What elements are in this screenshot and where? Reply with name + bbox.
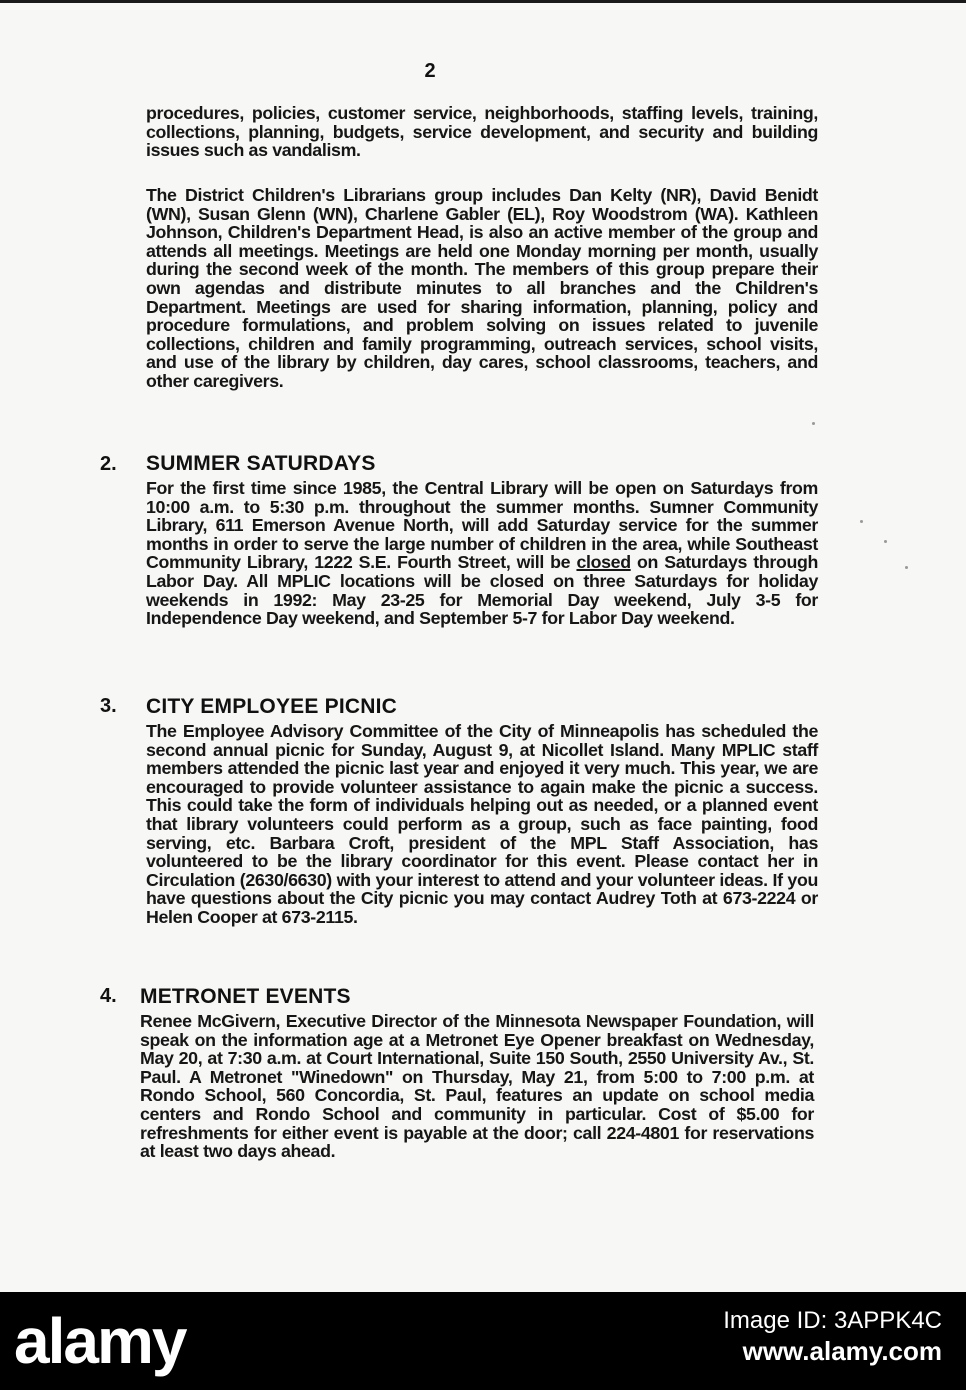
scan-speck [860, 520, 863, 523]
scan-speck [884, 540, 887, 543]
section-body-summer-saturdays [146, 479, 818, 628]
watermark-reference [723, 1306, 942, 1366]
section-number-2: 2. [100, 453, 117, 475]
intro-paragraph-2 [146, 186, 818, 391]
section-body-part-2: on Saturdays through Labor Day. All MPLIC locations will be closed on three Saturdays for holiday weekends in 1992: May 23-25 for Memorial Day weekend, July 3-5 for Independence Day weekend, and September 5-7 for Labor Day weekend. [146, 552, 818, 629]
section-body-metronet-events: Renee McGivern, Executive Director of the Minnesota Newspaper Foundation, will speak on the information age at a Metronet Eye Opener breakfast on Wednesday, May 20, at 7:30 a.m. at Court International, Suite 150 South, 2550 University Av., St. Paul. A Metronet "Winedown" on Thursday, May 21, from 5:00 to 7:00 p.m. at Rondo School, 560 Concordia, St. Paul, features an update on school media centers and Rondo School and community in particular. Cost of $5.00 for refreshments for either event is payable at the door; call 224-4801 for reservations at least two days ahead. [140, 1011, 814, 1162]
section-metronet-events [140, 985, 814, 1161]
intro-paragraph-2-text: The District Children's Librarians group includes Dan Kelty (NR), David Benidt (WN), Susan Glenn (WN), Charlene Gabler (EL), Roy Woodstrom (WA). Kathleen Johnson, Children's Department Head, is also an active member of the group and attends all meetings. Meetings are held one Monday morning per month, usually during the second week of the month. The members of this group prepare their own agendas and distribute minutes to all branches and the Children's Department. Meetings are used for sharing information, planning, policy and procedure formulations, and problem solving on issues related to juvenile collections, children and family programming, outreach services, school visits, and use of the library by children, day cares, school classrooms, teachers, and other caregivers. [146, 185, 818, 391]
section-city-employee-picnic [146, 695, 818, 927]
section-title-summer-saturdays: SUMMER SATURDAYS [146, 452, 376, 475]
intro-paragraph-1 [146, 104, 818, 160]
intro-paragraph-1-text: procedures, policies, customer service, neighborhoods, staffing levels, training, collections, planning, budgets, service development, and security and building issues such as vandalism. [146, 103, 818, 161]
section-body-city-employee-picnic: The Employee Advisory Committee of the City of Minneapolis has scheduled the second annual picnic for Sunday, August 9, at Nicollet Island. Many MPLIC staff members attended the picnic last year and enjoyed it very much. This year, we are encouraged to provide volunteer assistance to again make the picnic a success. This could take the form of individuals helping out as needed, or a planned event that library volunteers could perform as a group, such as face painting, food serving, etc. Barbara Croft, president of the MPL Staff Association, has volunteered to be the library coordinator for this event. Please contact her in Circulation (2630/6630) with your interest to attend and your volunteer ideas. If you have questions about the City picnic you may contact Audrey Toth at 673-2224 or Helen Cooper at 673-2115. [146, 721, 818, 927]
closed-emphasis: closed [576, 552, 631, 573]
page-number: 2 [424, 60, 436, 82]
section-number-3: 3. [100, 695, 117, 717]
section-summer-saturdays [146, 452, 818, 628]
alamy-logo: alamy [14, 1305, 186, 1377]
section-number-4: 4. [100, 985, 117, 1007]
section-title-metronet-events: METRONET EVENTS [140, 985, 351, 1008]
image-id: Image ID: 3APPK4C [723, 1307, 942, 1334]
scan-speck [905, 566, 908, 569]
section-body-part-1: For the first time since 1985, the Central Library will be open on Saturdays from 10:00 a.m. to 5:30 p.m. throughout the summer months. Sumner Community Library, 611 Emerson Avenue North, will add Saturday service for the summer months in order to serve the large number of children in the area, while Southeast Community Library, 1222 S.E. Fourth Street, will be [146, 478, 818, 573]
scan-speck [812, 422, 815, 425]
watermark-url: www.alamy.com [742, 1336, 942, 1366]
scan-top-edge [0, 0, 966, 3]
section-title-city-employee-picnic: CITY EMPLOYEE PICNIC [146, 695, 397, 718]
